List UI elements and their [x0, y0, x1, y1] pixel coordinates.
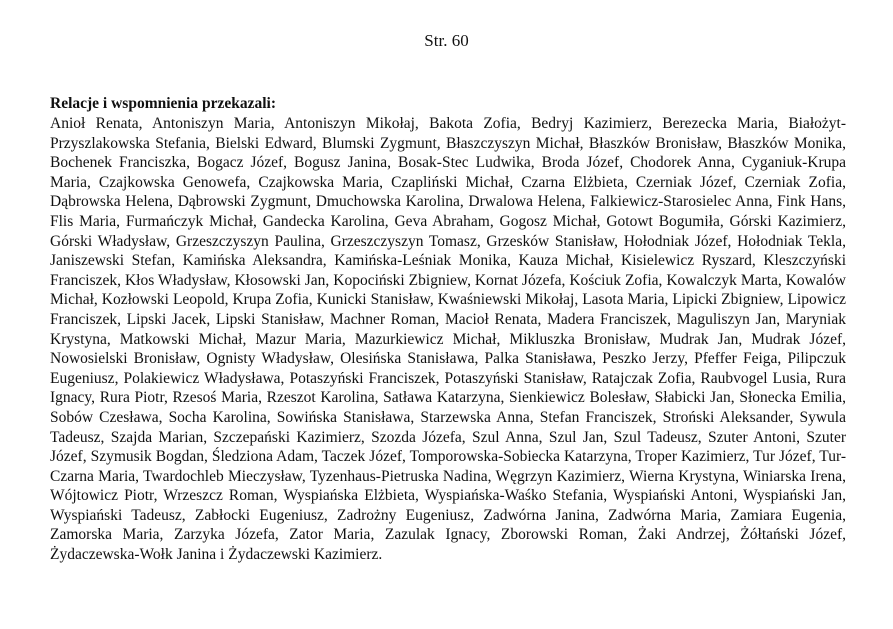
contributors-list: Anioł Renata, Antoniszyn Maria, Antoniszyn Mikołaj, Bakota Zofia, Bedryj Kazimierz, Berezecka Maria, Białożyt-Przyszlakowska Stefania, Bielski Edward, Blumski Zygmunt, Błaszczyszyn Michał, Błaszków Bronisław, Błaszków Monika, Bochenek Franciszka, Bogacz Józef, Bogusz Janina, Bosak-Stec Ludwika, Broda Józef, Chodorek Anna, Cyganiuk-Krupa Maria, Czajkowska Genowefa, Czajkowska Maria, Czapliński Michał, Czarna Elżbieta, Czerniak Józef, Czerniak Zofia, Dąbrowska Helena, Dąbrowski Zygmunt, Dmuchowska Karolina, Drwalowa Helena, Falkiewicz-Starosielec Anna, Fink Hans, Flis Maria, Furmańczyk Michał, Gandecka Karolina, Geva Abraham, Gogosz Michał, Gotowt Bogumiła, Górski Kazimierz, Górski Władysław, Grzeszczyszyn Paulina, Grzeszczyszyn Tomasz, Grzesków Stanisław, Hołodniak Józef, Hołodniak Tekla, Janiszewski Stefan, Kamińska Aleksandra, Kamińska-Leśniak Monika, Kauza Michał, Kisielewicz Ryszard, Kleszczyński Franciszek, Kłos Władysław, Kłosowski Jan, Kopociński Zbigniew, Kornat Józefa, Kościuk Zofia, Kowalczyk Marta, Kowalów Michał, Kozłowski Leopold, Krupa Zofia, Kunicki Stanisław, Kwaśniewski Mikołaj, Lasota Maria, Lipicki Zbigniew, Lipowicz Franciszek, Lipski Jacek, Lipski Stanisław, Machner Roman, Macioł Renata, Madera Franciszek, Maguliszyn Jan, Maryniak Krystyna, Matkowski Michał, Mazur Maria, Mazurkiewicz Michał, Mikluszka Bronisław, Mudrak Jan, Mudrak Józef, Nowosielski Bronisław, Ognisty Władysław, Olesińska Stanisława, Palka Stanisława, Peszko Jerzy, Pfeffer Feiga, Pilipczuk Eugeniusz, Polakiewicz Władysława, Potaszyński Franciszek, Potaszyński Stanisław, Ratajczak Zofia, Raubvogel Lusia, Rura Ignacy, Rura Piotr, Rzesoś Maria, Rzeszot Karolina, Satława Katarzyna, Sienkiewicz Bolesław, Słabicki Jan, Słonecka Emilia, Sobów Czesława, Socha Karolina, Sowińska Stanisława, Starzewska Anna, Stefan Franciszek, Stroński Aleksander, Sywula Tadeusz, Szajda Marian, Szczepański Kazimierz, Szozda Józefa, Szul Anna, Szul Jan, Szul Tadeusz, Szuter Antoni, Szuter Józef, Szymusik Bogdan, Śledziona Adam, Taczek Józef, Tomporowska-Sobiecka Katarzyna, Troper Kazimierz, Tur Józef, Tur-Czarna Maria, Twardochleb Mieczysław, Tyzenhaus-Pietruska Nadina, Węgrzyn Kazimierz, Wierna Krystyna, Winiarska Irena, Wójtowicz Piotr, Wrzeszcz Roman, Wyspiańska Elżbieta, Wyspiańska-Waśko Stefania, Wyspiański Antoni, Wyspiański Jan, Wyspiański Tadeusz, Zabłocki Eugeniusz, Zadrożny Eugeniusz, Zadwórna Janina, Zadwórna Maria, Zamiara Eugenia, Zamorska Maria, Zarzyka Józefa, Zator Maria, Zazulak Ignacy, Zborowski Roman, Żaki Andrzej, Żółtański Józef, Żydaczewska-Wołk Janina i Żydaczewski Kazimierz. [50, 115, 846, 564]
section-heading: Relacje i wspomnienia przekazali: [50, 95, 277, 112]
page-number: Str. 60 [424, 31, 469, 50]
page-content [50, 94, 846, 565]
